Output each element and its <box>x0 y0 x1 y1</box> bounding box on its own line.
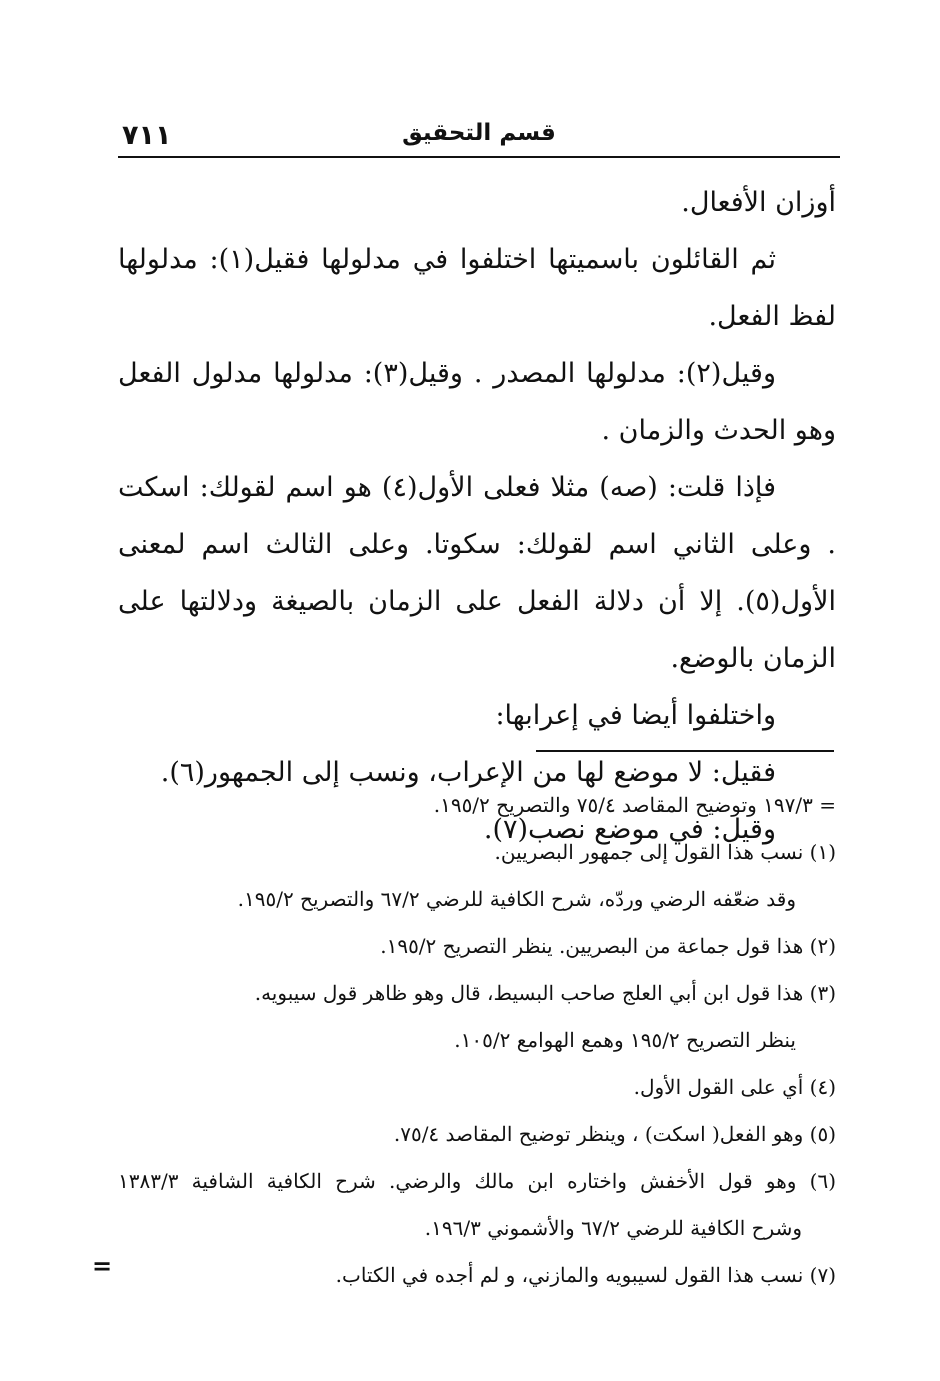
paragraph: فإذا قلت: (صه) مثلا فعلى الأول(٤) هو اسم لقولك: اسكت . وعلى الثاني اسم لقولك: سكوتا. وعلى الثالث اسم لمعنى الأول(٥). إلا أن دلالة الفعل على الزمان بالصيغة ودلالتها على الزمان بالوضع. <box>118 472 836 674</box>
main-text <box>118 174 836 858</box>
page-header <box>118 120 840 158</box>
footnote-line: وشرح الكافية للرضي ٦٧/٢ والأشموني ١٩٦/٣. <box>424 1216 802 1240</box>
running-title: قسم التحقيق <box>402 120 556 146</box>
footnote-line: (٥) وهو الفعل( اسكت) ، وينظر توضيح المقاصد ٧٥/٤. <box>393 1122 836 1146</box>
paragraph: فقيل: لا موضع لها من الإعراب، ونسب إلى الجمهور(٦). <box>160 757 776 788</box>
footnote-line: (٣) هذا قول ابن أبي العلج صاحب البسيط، قال وهو ظاهر قول سيبويه. <box>254 981 836 1005</box>
paragraph: واختلفوا أيضا في إعرابها: <box>495 700 776 731</box>
page-number: ٧١١ <box>122 120 172 151</box>
paragraph: وقيل: في موضع نصب(٧). <box>483 814 776 845</box>
footnote-line: (٧) نسب هذا القول لسيبويه والمازني، و لم أجده في الكتاب. <box>335 1263 836 1287</box>
footnote-line: ينظر التصريح ١٩٥/٢ وهمع الهوامع ١٠٥/٢. <box>454 1028 796 1052</box>
footnote-divider <box>536 750 834 752</box>
footnote-line: = ١٩٧/٣ وتوضيح المقاصد ٧٥/٤ والتصريح ١٩٥/٢. <box>433 793 836 817</box>
continuation-mark: = <box>92 1252 113 1280</box>
footnotes <box>118 782 836 1299</box>
footnote-line: (١) نسب هذا القول إلى جمهور البصريين. <box>494 840 836 864</box>
paragraph: ثم القائلون باسميتها اختلفوا في مدلولها فقيل(١): مدلولها لفظ الفعل. <box>118 244 836 332</box>
footnote-line: (٦) وهو قول الأخفش واختاره ابن مالك والرضي. شرح الكافية الشافية ١٣٨٣/٣ <box>118 1169 836 1193</box>
footnote-line: (٢) هذا قول جماعة من البصريين. ينظر التصريح ١٩٥/٢. <box>380 934 836 958</box>
paragraph: وقيل(٢): مدلولها المصدر . وقيل(٣): مدلولها مدلول الفعل وهو الحدث والزمان . <box>118 358 836 446</box>
paragraph: أوزان الأفعال. <box>681 187 836 218</box>
footnote-line: (٤) أي على القول الأول. <box>633 1075 836 1099</box>
footnote-line: وقد ضعّفه الرضي وردّه، شرح الكافية للرضي ٦٧/٢ والتصريح ١٩٥/٢. <box>237 887 796 911</box>
